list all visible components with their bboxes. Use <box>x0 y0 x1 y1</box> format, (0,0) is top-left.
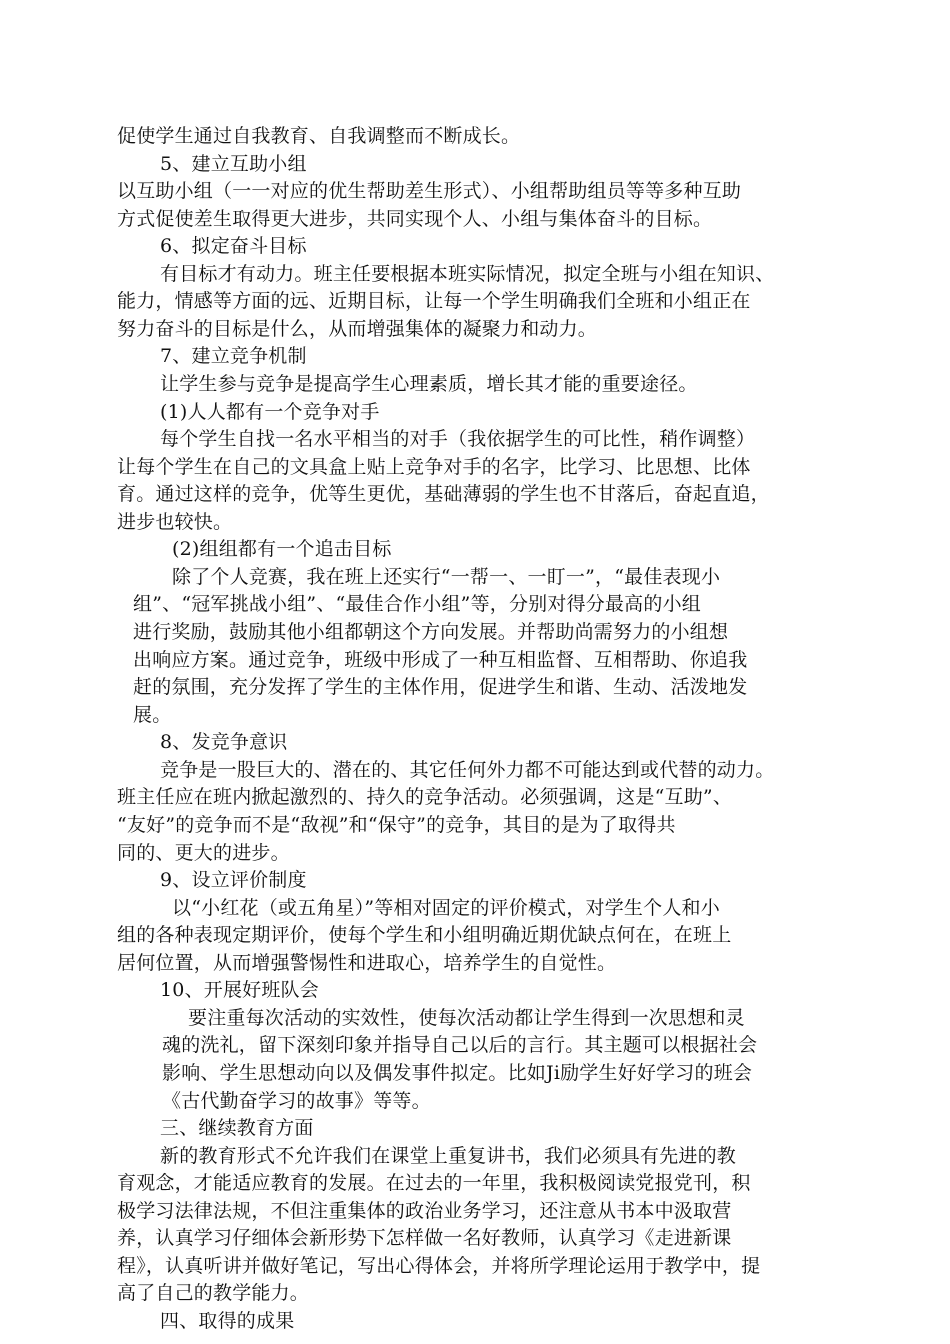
paragraph-line: 育观念，才能适应教育的发展。在过去的一年里，我积极阅读党报党刊，积 <box>117 1172 751 1194</box>
paragraph-line: “友好”的竞争而不是“敌视”和“保守”的竞争，其目的是为了取得共 <box>117 814 676 836</box>
section-heading: 7、建立竞争机制 <box>160 345 307 367</box>
paragraph-line: 能力，情感等方面的远、近期目标，让每一个学生明确我们全班和小组正在 <box>117 290 751 312</box>
section-heading: 8、发竞争意识 <box>160 731 288 753</box>
paragraph-line: 新的教育形式不允许我们在课堂上重复讲书，我们必须具有先进的教 <box>160 1145 737 1167</box>
paragraph-line: 《古代勤奋学习的故事》等等。 <box>162 1090 431 1112</box>
paragraph-line: 育。通过这样的竞争，优等生更优，基础薄弱的学生也不甘落后，奋起直追， <box>117 483 770 505</box>
paragraph-line: 展。 <box>133 704 172 726</box>
paragraph-line: 组”、“冠军挑战小组”、“最佳合作小组”等，分别对得分最高的小组 <box>133 593 701 615</box>
paragraph-line: 有目标才有动力。班主任要根据本班实际情况，拟定全班与小组在知识、 <box>160 263 775 285</box>
paragraph-line: 以“小红花（或五角星）”等相对固定的评价模式，对学生个人和小 <box>172 897 720 919</box>
paragraph-line: 程》，认真听讲并做好笔记，写出心得体会，并将所学理论运用于教学中，提 <box>117 1255 761 1277</box>
paragraph-line: 进行奖励，鼓励其他小组都朝这个方向发展。并帮助尚需努力的小组想 <box>133 621 729 643</box>
paragraph-line: 极学习法律法规，不但注重集体的政治业务学习，还注意从书本中汲取营 <box>117 1200 732 1222</box>
section-heading: 6、拟定奋斗目标 <box>160 235 307 257</box>
paragraph-line: 让每个学生在自己的文具盒上贴上竞争对手的名字，比学习、比思想、比体 <box>117 456 751 478</box>
paragraph-line: 促使学生通过自我教育、自我调整而不断成长。 <box>117 125 521 147</box>
paragraph-line: 除了个人竞赛，我在班上还实行“一帮一、一盯一”，“最佳表现小 <box>172 566 721 588</box>
subsection-heading: (1)人人都有一个竞争对手 <box>160 401 380 423</box>
section-heading: 5、建立互助小组 <box>160 153 307 175</box>
subsection-heading: (2)组组都有一个追击目标 <box>172 538 392 560</box>
paragraph-line: 每个学生自找一名水平相当的对手（我依据学生的可比性，稍作调整） <box>160 428 756 450</box>
paragraph-line: 竞争是一股巨大的、潜在的、其它任何外力都不可能达到或代替的动力。 <box>160 759 775 781</box>
section-heading: 10、开展好班队会 <box>160 979 319 1001</box>
paragraph-line: 居何位置，从而增强警惕性和进取心，培养学生的自觉性。 <box>117 952 617 974</box>
paragraph-line: 以互助小组（一一对应的优生帮助差生形式）、小组帮助组员等等多种互助 <box>117 180 742 202</box>
paragraph-line: 赶的氛围，充分发挥了学生的主体作用，促进学生和谐、生动、活泼地发 <box>133 676 748 698</box>
paragraph-line: 高了自己的教学能力。 <box>117 1282 310 1304</box>
paragraph-line: 努力奋斗的目标是什么，从而增强集体的凝聚力和动力。 <box>117 318 598 340</box>
paragraph-line: 魂的洗礼，留下深刻印象并指导自己以后的言行。其主题可以根据社会 <box>162 1034 758 1056</box>
paragraph-line: 影响、学生思想动向以及偶发事件拟定。比如Ji励学生好好学习的班会 <box>162 1062 753 1084</box>
paragraph-line: 进步也较快。 <box>117 511 233 533</box>
paragraph-line: 要注重每次活动的实效性，使每次活动都让学生得到一次思想和灵 <box>188 1007 745 1029</box>
paragraph-line: 让学生参与竞争是提高学生心理素质，增长其才能的重要途径。 <box>160 373 698 395</box>
paragraph-line: 出响应方案。通过竞争，班级中形成了一种互相监督、互相帮助、你追我 <box>133 649 748 671</box>
paragraph-line: 班主任应在班内掀起激烈的、持久的竞争活动。必须强调，这是“互助”、 <box>117 786 733 808</box>
section-heading: 9、设立评价制度 <box>160 869 307 891</box>
paragraph-line: 组的各种表现定期评价，使每个学生和小组明确近期优缺点何在，在班上 <box>117 924 732 946</box>
paragraph-line: 养，认真学习仔细体会新形势下怎样做一名好教师，认真学习《走进新课 <box>117 1227 732 1249</box>
paragraph-line: 同的、更大的进步。 <box>117 842 290 864</box>
section-heading: 四、取得的成果 <box>160 1310 295 1332</box>
paragraph-line: 方式促使差生取得更大进步，共同实现个人、小组与集体奋斗的目标。 <box>117 208 713 230</box>
section-heading: 三、继续教育方面 <box>160 1117 314 1139</box>
